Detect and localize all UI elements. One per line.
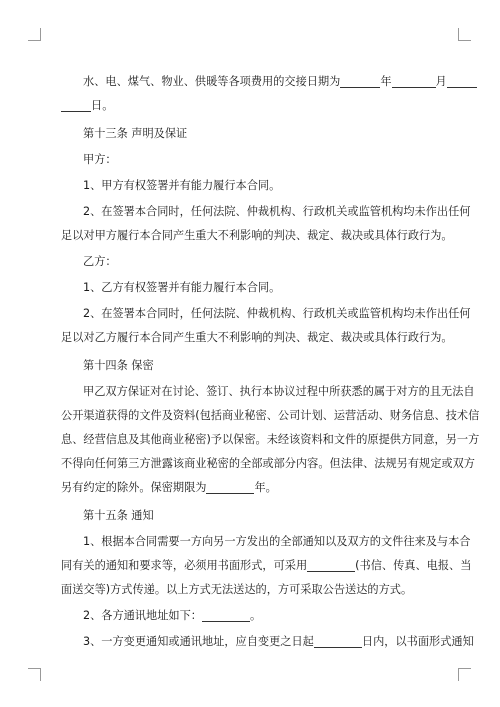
- notice-item-1-cont: [61, 554, 472, 578]
- party-a-item-1: 1、甲方有权签署并有能力履行本合同。: [83, 179, 281, 192]
- article-15-heading: 第十五条 通知: [83, 509, 154, 522]
- text: 月: [435, 75, 447, 88]
- article-14-heading: 第十四条 保密: [83, 359, 154, 372]
- blank-years: [206, 479, 254, 494]
- crop-mark-top-left: [28, 28, 41, 41]
- confidentiality-line-2: 公开渠道获得的文件及资料(包括商业秘密、公司计划、运营活动、财务信息、技术信: [61, 409, 480, 422]
- party-a-item-2-cont: 足以对甲方履行本合同产生重大不利影响的判决、裁定、裁决或具体行政行为。: [61, 229, 453, 242]
- blank-day: [61, 97, 91, 112]
- blank-method: [307, 557, 355, 572]
- notice-item-1-cont2: 面送交等)方式传递。以上方式无法送达的，方可采取公告送达的方式。: [61, 583, 413, 596]
- text: 水、电、煤气、物业、供暖等各项费用的交接日期为: [83, 75, 341, 88]
- text: 年: [380, 75, 392, 88]
- party-b-item-2-cont: 足以对乙方履行本合同产生重大不利影响的判决、裁定、裁决或具体行政行为。: [61, 331, 453, 344]
- paragraph-handover-date: [61, 70, 447, 94]
- crop-mark-bottom-left: [28, 668, 41, 681]
- text: 同有关的通知和要求等，必须用书面形式，可采用: [61, 559, 308, 572]
- crop-mark-bottom-right: [458, 668, 471, 681]
- text: 。: [250, 609, 262, 622]
- party-b-item-2: 2、在签署本合同时，任何法院、仲裁机构、行政机关或监管机构均未作出任何: [83, 307, 471, 320]
- text: 日。: [91, 99, 114, 112]
- blank-address: [202, 607, 250, 622]
- text: 年。: [254, 481, 277, 494]
- blank-days: [314, 633, 362, 648]
- blank-trail: [447, 73, 477, 88]
- notice-item-3: [61, 630, 474, 654]
- crop-mark-top-right: [458, 28, 471, 41]
- text: 另有约定的除外。保密期限为: [61, 481, 207, 494]
- party-b-item-1: 1、乙方有权签署并有能力履行本合同。: [83, 281, 281, 294]
- document-body: [61, 70, 480, 654]
- notice-item-2: [61, 604, 439, 628]
- confidentiality-line-5: [61, 476, 439, 500]
- party-a-label: 甲方：: [83, 153, 117, 166]
- blank-month: [392, 73, 436, 88]
- text: 2、各方通讯地址如下：: [83, 609, 202, 622]
- text: (书信、传真、电报、当: [355, 559, 472, 572]
- notice-item-1: 1、根据本合同需要一方向另一方发出的全部通知以及双方的文件往来及与本合: [83, 535, 471, 548]
- confidentiality-line-3: 息、经营信息及其他商业秘密)予以保密。未经该资料和文件的原提供方同意，另一方: [61, 433, 480, 446]
- text: 3、一方变更通知或通讯地址，应自变更之日起: [83, 635, 314, 648]
- blank-year: [340, 73, 380, 88]
- confidentiality-line-1: 甲乙双方保证对在讨论、签订、执行本协议过程中所获悉的属于对方的且无法自: [83, 385, 475, 398]
- party-b-label: 乙方：: [83, 255, 117, 268]
- article-13-heading: 第十三条 声明及保证: [83, 127, 188, 140]
- text: 日内，以书面形式通知: [361, 635, 474, 648]
- paragraph-handover-date-cont: [61, 94, 439, 118]
- confidentiality-line-4: 不得向任何第三方泄露该商业秘密的全部或部分内容。但法律、法规另有规定或双方: [61, 457, 475, 470]
- party-a-item-2: 2、在签署本合同时，任何法院、仲裁机构、行政机关或监管机构均未作出任何: [83, 205, 471, 218]
